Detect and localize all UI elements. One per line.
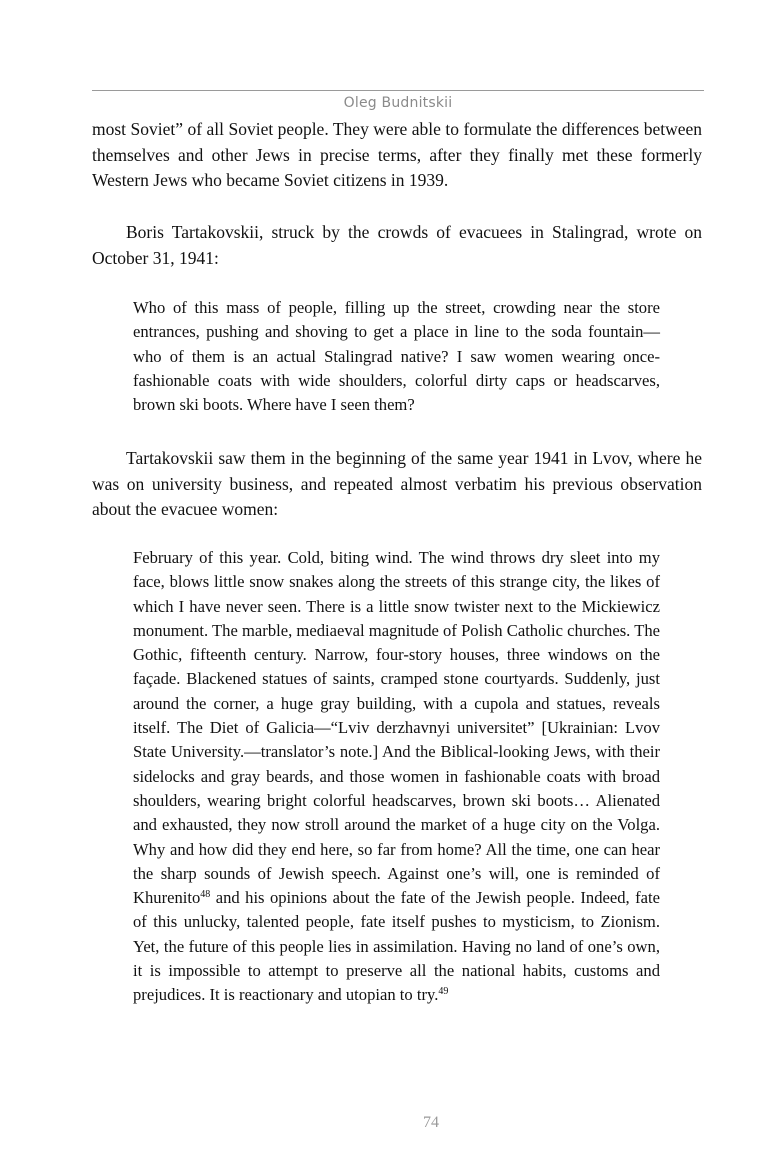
block-quote-2-text-a: February of this year. Cold, biting wind. The wind throws dry sleet into my face, blows little snow snakes along the streets of this strange city, the likes of which I have never seen. There is a little snow twister next to the Mickiewicz monument. The marble, mediaeval magnitude of Polish Catholic churches. The Gothic, fifteenth century. Narrow, four-story houses, three windows on the façade. Blackened statues of saints, cramped stone courtyards. Suddenly, just around the corner, a huge gray building, with a cupola and statues, reveals itself. The Diet of Galicia—“Lviv derzhavnyi universitet” [Ukrainian: Lvov State University.—translator’s note.] And the Biblical-looking Jews, with their sidelocks and gray beards, and those women in fashionable coats with broad shoulders, wearing bright colorful headscarves, brown ski boots… Alienated and exhausted, they now stroll around the market of a huge city on the Volga. Why and how did they end here, so far from home? All the time, one can hear the sharp sounds of Jewish speech. Against one’s will, one is reminded of Khurenito <box>133 548 660 908</box>
block-quote-2-text-b: and his opinions about the fate of the Jewish people. Indeed, fate of this unlucky, talented people, fate itself pushes to mysticism, to Zionism. Yet, the future of this people lies in assimilation. Having no land of one’s own, it is impossible to attempt to preserve all the national habits, customs and prejudices. It is reactionary and utopian to try. <box>133 888 660 1005</box>
body-paragraph-1: most Soviet” of all Soviet people. They were able to formulate the differences between themselves and other Jews in precise terms, after they finally met these formerly Western Jews who became Soviet citizens in 1939. <box>92 119 702 190</box>
block-quote-2 <box>133 546 660 1008</box>
header-rule <box>92 90 704 91</box>
page-number: 74 <box>423 1114 439 1131</box>
running-head: Oleg Budnitskii <box>343 95 453 111</box>
footnote-ref-48[interactable]: 48 <box>200 889 211 901</box>
block-quote-1: Who of this mass of people, filling up the street, crowding near the store entrances, pushing and shoving to get a place in line to the soda fountain—who of them is an actual Stalingrad native? I saw women wearing once-fashionable coats with wide shoulders, colorful dirty caps or headscarves, brown ski boots. Where have I seen them? <box>133 298 660 415</box>
body-paragraph-2: Boris Tartakovskii, struck by the crowds of evacuees in Stalingrad, wrote on October 31, 1941: <box>92 222 702 268</box>
footnote-ref-49[interactable]: 49 <box>438 986 449 998</box>
body-paragraph-3: Tartakovskii saw them in the beginning of the same year 1941 in Lvov, where he was on university business, and repeated almost verbatim his previous observation about the evacuee women: <box>92 448 702 519</box>
